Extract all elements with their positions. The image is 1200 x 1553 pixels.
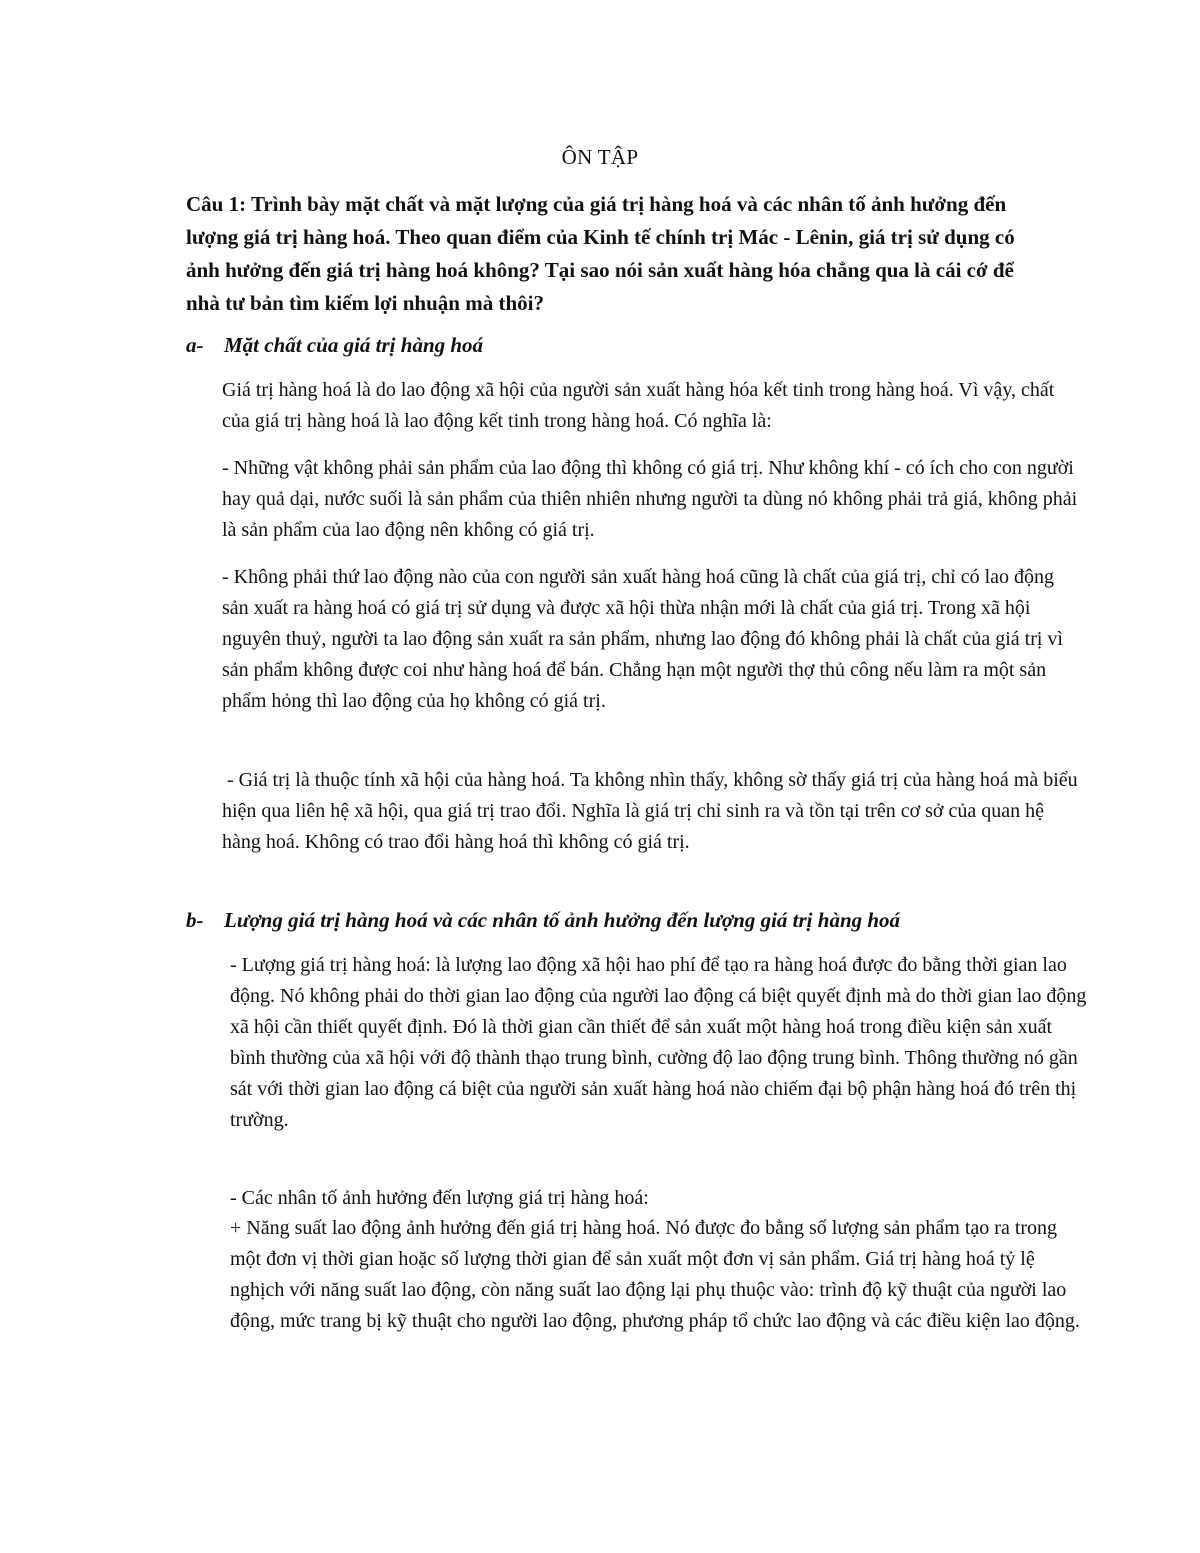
section-b-label: b- bbox=[186, 908, 204, 932]
paragraph: - Giá trị là thuộc tính xã hội của hàng hoá. Ta không nhìn thấy, không sờ thấy giá trị của hàng hoá mà biểu hiện qua liên hệ xã hội, qua giá trị trao đổi. Nghĩa là giá trị chỉ sinh ra và tồn tại trên cơ sở của quan hệ hàng hoá. Không có trao đổi hàng hoá thì không có giá trị. bbox=[222, 769, 1083, 853]
paragraph: - Các nhân tố ảnh hưởng đến lượng giá trị hàng hoá: bbox=[230, 1187, 649, 1209]
page-title: ÔN TẬP bbox=[561, 145, 639, 169]
paragraph: - Những vật không phải sản phẩm của lao động thì không có giá trị. Như không khí - có ích cho con người hay quả dại, nước suối là sản phẩm của thiên nhiên nhưng người ta dùng nó không phải trả giá, không phải là sản phẩm của lao động nên không có giá trị. bbox=[222, 457, 1078, 541]
section-b-title: Lượng giá trị hàng hoá và các nhân tố ảnh hưởng đến lượng giá trị hàng hoá bbox=[224, 908, 901, 932]
section-a-label: a- bbox=[186, 333, 204, 357]
section-a-heading bbox=[186, 330, 483, 360]
section-b-heading bbox=[186, 905, 900, 935]
paragraph: - Lượng giá trị hàng hoá: là lượng lao động xã hội hao phí để tạo ra hàng hoá được đo bằng thời gian lao động. Nó không phải do thời gian lao động của người lao động cá biệt quyết định mà do thời gian lao động xã hội cần thiết quyết định. Đó là thời gian cần thiết để sản xuất một hàng hoá trong điều kiện sản xuất bình thường của xã hội với độ thành thạo trung bình, cường độ lao động trung bình. Thông thường nó gần sát với thời gian lao động cá biệt của người sản xuất hàng hoá nào chiếm đại bộ phận hàng hoá đó trên thị trường. bbox=[230, 954, 1087, 1131]
question-text: Câu 1: Trình bày mặt chất và mặt lượng của giá trị hàng hoá và các nhân tố ảnh hưởng đến lượng giá trị hàng hoá. Theo quan điểm của Kinh tế chính trị Mác - Lênin, giá trị sử dụng có ảnh hưởng đến giá trị hàng hoá không? Tại sao nói sản xuất hàng hóa chẳng qua là cái cớ để nhà tư bản tìm kiếm lợi nhuận mà thôi? bbox=[186, 192, 1015, 315]
section-a-title: Mặt chất của giá trị hàng hoá bbox=[224, 333, 484, 357]
paragraph: Giá trị hàng hoá là do lao động xã hội của người sản xuất hàng hóa kết tinh trong hàng hoá. Vì vậy, chất của giá trị hàng hoá là lao động kết tinh trong hàng hoá. Có nghĩa là: bbox=[222, 379, 1055, 432]
paragraph: + Năng suất lao động ảnh hưởng đến giá trị hàng hoá. Nó được đo bằng số lượng sản phẩm tạo ra trong một đơn vị thời gian hoặc số lượng thời gian để sản xuất một đơn vị sản phẩm. Giá trị hàng hoá tỷ lệ nghịch với năng suất lao động, còn năng suất lao động lại phụ thuộc vào: trình độ kỹ thuật của người lao động, mức trang bị kỹ thuật cho người lao động, phương pháp tổ chức lao động và các điều kiện lao động. bbox=[230, 1217, 1080, 1332]
paragraph: - Không phải thứ lao động nào của con người sản xuất hàng hoá cũng là chất của giá trị, chỉ có lao động sản xuất ra hàng hoá có giá trị sử dụng và được xã hội thừa nhận mới là chất của giá trị. Trong xã hội nguyên thuỷ, người ta lao động sản xuất ra sản phẩm, nhưng lao động đó không phải là chất của giá trị vì sản phẩm không được coi như hàng hoá để bán. Chẳng hạn một người thợ thủ công nếu làm ra một sản phẩm hỏng thì lao động của họ không có giá trị. bbox=[222, 566, 1063, 712]
